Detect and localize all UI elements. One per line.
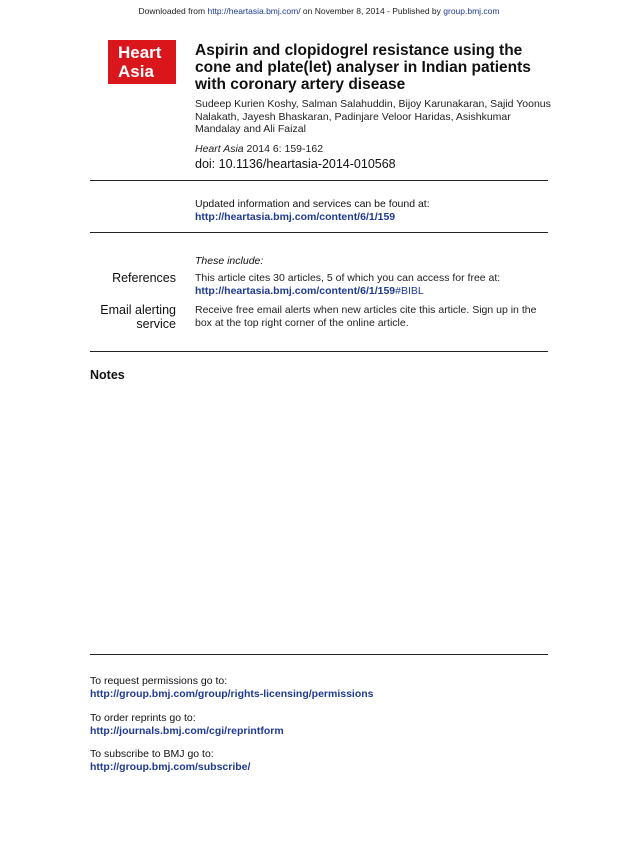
references-label: References	[112, 271, 176, 285]
permissions-text: To request permissions go to:	[90, 675, 228, 687]
divider	[90, 232, 548, 233]
updated-info	[195, 198, 555, 223]
permissions-link[interactable]: http://group.bmj.com/group/rights-licensing/permissions	[90, 687, 374, 700]
email-alerting-label-line-2: service	[136, 317, 176, 331]
references-anchor[interactable]: #BIBL	[395, 284, 424, 297]
these-include-label: These include:	[195, 255, 264, 267]
references-link[interactable]: http://heartasia.bmj.com/content/6/1/159	[195, 284, 396, 297]
article-title: Aspirin and clopidogrel resistance using the cone and plate(let) analyser in Indian patients with coronary artery disease	[195, 42, 531, 93]
reprints-link[interactable]: http://journals.bmj.com/cgi/reprintform	[90, 724, 284, 737]
citation-details: 2014 6: 159-162	[243, 143, 324, 155]
divider	[90, 351, 548, 352]
subscribe-block	[90, 748, 250, 773]
updated-text: Updated information and services can be found at:	[195, 198, 430, 210]
reprints-text: To order reprints go to:	[90, 712, 196, 724]
article-citation	[195, 143, 323, 155]
subscribe-link[interactable]: http://group.bmj.com/subscribe/	[90, 760, 251, 773]
reprints-block	[90, 712, 284, 737]
permissions-block	[90, 675, 374, 700]
download-middle: on November 8, 2014 - Published by	[300, 6, 444, 16]
publisher-link[interactable]: group.bmj.com	[443, 6, 500, 16]
journal-name: Heart Asia	[195, 143, 244, 155]
logo-line-1: Heart	[118, 43, 162, 62]
subscribe-text: To subscribe to BMJ go to:	[90, 748, 214, 760]
references-body	[195, 272, 550, 297]
logo-line-2: Asia	[118, 62, 154, 81]
email-alerting-text: Receive free email alerts when new articles cite this article. Sign up in the box at the top right corner of the online article.	[195, 304, 537, 329]
updated-link[interactable]: http://heartasia.bmj.com/content/6/1/159	[195, 210, 396, 223]
site-link[interactable]: http://heartasia.bmj.com/	[207, 6, 301, 16]
email-alerting-label	[90, 303, 176, 331]
download-prefix: Downloaded from	[138, 6, 208, 16]
notes-heading: Notes	[90, 368, 125, 382]
download-note	[0, 6, 638, 16]
article-doi: doi: 10.1136/heartasia-2014-010568	[195, 157, 396, 171]
references-text: This article cites 30 articles, 5 of which you can access for free at:	[195, 272, 501, 284]
divider	[90, 180, 548, 181]
divider	[90, 654, 548, 655]
email-alerting-label-line-1: Email alerting	[100, 303, 176, 317]
heart-asia-logo	[108, 40, 176, 84]
article-authors: Sudeep Kurien Koshy, Salman Salahuddin, Bijoy Karunakaran, Sajid Yoonus Nalakath, Jayesh Bhaskaran, Padinjare Veloor Haridas, Asishkumar Mandalay and Ali Faizal	[195, 98, 551, 135]
